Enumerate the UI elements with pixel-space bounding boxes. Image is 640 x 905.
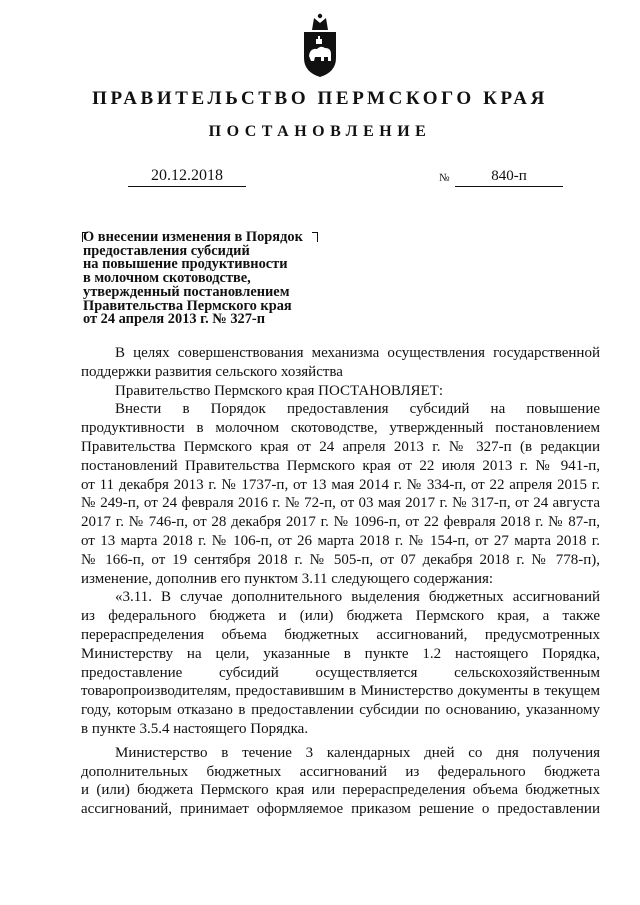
body-line: поддержки развития сельского хозяйства [81, 363, 343, 380]
body-line: предоставление субсидий осуществляется сельскохозяйственным [81, 664, 600, 681]
body-line: Министерство в течение 3 календарных дней со дня получения [115, 744, 600, 761]
body-line: Внести в Порядок предоставления субсидий на повышение [115, 401, 600, 418]
body-line: товаропроизводителям, предоставившим в Министерство документы в текущем [81, 683, 600, 700]
body-line: продуктивности в молочном скотоводстве, утвержденный постановлением [81, 420, 600, 437]
subject-line: утвержденный постановлением [83, 283, 290, 300]
body-line: Правительства Пермского края от 24 апреля 2013 г. № 327-п (в редакции [81, 438, 600, 455]
body-line: ассигнований, принимает оформляемое приказом решение о предоставлении [81, 801, 600, 818]
coat-of-arms-icon [300, 12, 340, 78]
document-type: ПОСТАНОВЛЕНИЕ [208, 123, 432, 140]
body-line: перераспределения объема бюджетных ассигнований, предусмотренных [81, 626, 600, 643]
body-line: от 11 декабря 2013 г. № 1737-п, от 13 мая 2014 г. № 334-п, от 22 апреля 2015 г. [81, 476, 600, 493]
number-sign: № [439, 172, 450, 184]
subject-line: на повышение продуктивности [83, 256, 288, 273]
subject-line: О внесении изменения в Порядок [83, 229, 303, 245]
subject-line: от 24 апреля 2013 г. № 327-п [83, 311, 266, 328]
document-date: 20.12.2018 [128, 166, 246, 187]
subject-line: предоставления субсидий [83, 242, 250, 259]
document-body [81, 344, 600, 819]
body-line: от 13 марта 2018 г. № 106-п, от 26 марта 2018 г. № 154-п, от 27 марта 2018 г. [81, 532, 600, 549]
subject-line: Правительства Пермского края [83, 297, 292, 314]
body-line: постановлений Правительства Пермского края от 22 июля 2013 г. № 941-п, [81, 457, 600, 474]
body-line: «3.11. В случае дополнительного выделения бюджетных ассигнований [115, 589, 600, 606]
body-line: в пункте 3.5.4 настоящего Порядка. [81, 720, 309, 737]
body-line: дополнительных бюджетных ассигнований из федерального бюджета [81, 763, 600, 780]
body-line: и (или) бюджета Пермского края или перераспределения объема бюджетных [81, 782, 600, 799]
subject-line: в молочном скотоводстве, [83, 270, 251, 287]
body-line: Правительство Пермского края ПОСТАНОВЛЯЕТ: [115, 382, 444, 399]
body-line: № 249-п, от 24 февраля 2016 г. № 72-п, от 03 мая 2017 г. № 317-п, от 24 августа [81, 495, 600, 512]
body-line: из федерального бюджета и (или) бюджета Пермского края, а также [81, 608, 600, 625]
body-line: № 166-п, от 19 сентября 2018 г. № 505-п, от 07 декабря 2018 г. № 778-п), [81, 551, 600, 568]
document-number: 840-п [455, 166, 563, 187]
document-subject [83, 231, 323, 327]
body-line: году, которым отказано в предоставлении субсидии по основанию, указанному [81, 702, 600, 719]
body-line: В целях совершенствования механизма осуществления государственной [115, 345, 600, 361]
government-title: ПРАВИТЕЛЬСТВО ПЕРМСКОГО КРАЯ [92, 88, 548, 109]
body-line: Министерству на цели, указанные в пункте 1.2 настоящего Порядка, [81, 645, 600, 662]
body-line: изменение, дополнив его пунктом 3.11 следующего содержания: [81, 570, 494, 587]
body-line: 2017 г. № 746-п, от 28 декабря 2017 г. № 1096-п, от 22 февраля 2018 г. № 87-п, [81, 514, 600, 531]
